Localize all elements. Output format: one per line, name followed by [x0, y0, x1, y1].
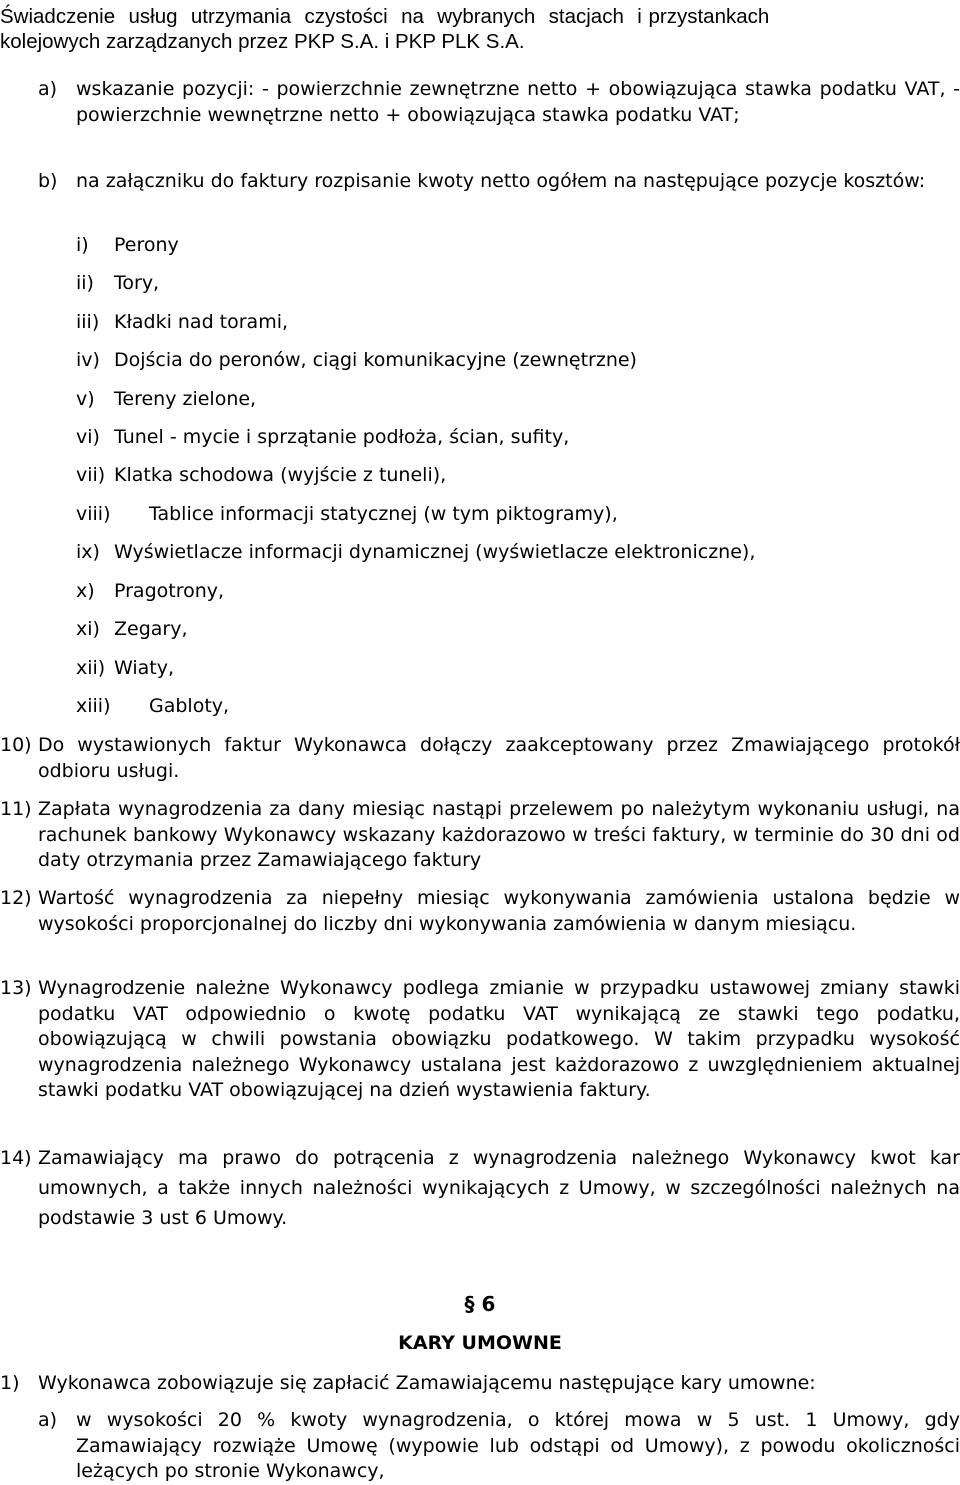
point-label: 13) — [0, 977, 32, 999]
cost-item-text: Perony — [114, 234, 179, 256]
point-label: 1) — [0, 1372, 20, 1394]
point-13 — [0, 976, 960, 1104]
point-12 — [0, 886, 960, 937]
subpoint-text: w wysokości 20 % kwoty wynagrodzenia, o której mowa w 5 ust. 1 Umowy, gdy Zamawiający rozwiąże Umowę (wypowie lub odstąpi od Umowy), z powodu okoliczności leżących po stronie Wykonawcy, — [76, 1409, 960, 1482]
cost-item-label: xii) — [76, 657, 106, 679]
section-sign-icon: § — [464, 1292, 475, 1316]
cost-item-label: ix) — [76, 541, 100, 563]
subpoint-a — [38, 77, 960, 128]
point-text: Wykonawca zobowiązuje się zapłacić Zamawiającemu następujące kary umowne: — [38, 1372, 816, 1394]
cost-item-label: viii) — [76, 503, 111, 525]
penalty-subpoint-a — [38, 1408, 960, 1485]
point-text: Wynagrodzenie należne Wykonawcy podlega zmianie w przypadku ustawowej zmiany stawki podatku VAT odpowiednio o kwotę podatku VAT wynikającą ze stawki tego podatku, obowiązującą w chwili powstania obowiązku podatkowego. W takim przypadku wysokość wynagrodzenia należnego Wykonawcy ustalana jest każdorazowo z uwzględnieniem aktualnej stawki podatku VAT obowiązującej na dzień wystawienia faktury. — [38, 977, 960, 1101]
subpoint-a-text: wskazanie pozycji: - powierzchnie zewnętrzne netto + obowiązująca stawka podatku VAT, - powierzchnie wewnętrzne netto + obowiązująca stawka podatku VAT; — [76, 78, 960, 126]
cost-item-label: x) — [76, 580, 95, 602]
cost-item-label: vi) — [76, 426, 100, 448]
penalty-point-1 — [0, 1371, 960, 1397]
subpoint-b-text: na załączniku do faktury rozpisanie kwoty netto ogółem na następujące pozycje kosztów: — [76, 170, 926, 192]
cost-item-text: Tunel - mycie i sprzątanie podłoża, ścian, sufity, — [114, 426, 570, 448]
point-text: Do wystawionych faktur Wykonawca dołączy zaakceptowany przez Zmawiającego protokół odbioru usługi. — [38, 734, 960, 782]
point-14 — [0, 1143, 960, 1233]
cost-item-text: Dojścia do peronów, ciągi komunikacyjne (zewnętrzne) — [114, 349, 637, 371]
cost-item-label: ii) — [76, 272, 94, 294]
point-label: 10) — [0, 734, 32, 756]
cost-item-label: v) — [76, 388, 95, 410]
cost-item-label: iii) — [76, 311, 100, 333]
document-header — [0, 4, 960, 54]
header-line-1: Świadczenie usług utrzymania czystości na wybranych stacjach i przystankach — [0, 5, 770, 28]
point-text: Wartość wynagrodzenia za niepełny miesiąc wykonywania zamówienia ustalona będzie w wysokości proporcjonalnej do liczby dni wykonywania zamówienia w danym miesiącu. — [38, 887, 960, 935]
cost-item-text: Tereny zielone, — [114, 388, 257, 410]
subpoint-b-label: b) — [38, 170, 58, 192]
section-number-text: 6 — [474, 1292, 496, 1316]
cost-item-label: i) — [76, 234, 89, 256]
cost-item-text: Zegary, — [114, 618, 188, 640]
section-number — [0, 1292, 960, 1318]
subpoint-b — [38, 169, 960, 195]
cost-item-text: Pragotrony, — [114, 580, 225, 602]
cost-item-text: Klatka schodowa (wyjście z tuneli), — [114, 464, 447, 486]
cost-item-label: vii) — [76, 464, 106, 486]
subpoint-a-label: a) — [38, 78, 58, 100]
cost-item-label: xiii) — [76, 695, 111, 717]
cost-item-text: Kładki nad torami, — [114, 311, 289, 333]
point-label: 11) — [0, 798, 32, 820]
point-10 — [0, 733, 960, 784]
cost-item-label: xi) — [76, 618, 100, 640]
point-label: 12) — [0, 887, 32, 909]
point-11 — [0, 797, 960, 874]
cost-item-text: Wyświetlacze informacji dynamicznej (wyświetlacze elektroniczne), — [114, 541, 756, 563]
point-text: Zamawiający ma prawo do potrącenia z wynagrodzenia należnego Wykonawcy kwot kar umownych, a także innych należności wynikających z Umowy, w szczególności należnych na podstawie 3 ust 6 Umowy. — [38, 1147, 960, 1229]
cost-item-text: Gabloty, — [149, 695, 230, 717]
cost-item-text: Wiaty, — [114, 657, 175, 679]
point-text: Zapłata wynagrodzenia za dany miesiąc nastąpi przelewem po należytym wykonaniu usługi, na rachunek bankowy Wykonawcy wskazany każdorazowo w treści faktury, w terminie do 30 dni od daty otrzymania przez Zamawiającego faktury — [38, 798, 960, 871]
point-label: 14) — [0, 1147, 32, 1169]
cost-item-text: Tory, — [114, 272, 160, 294]
cost-item-text: Tablice informacji statycznej (w tym piktogramy), — [149, 503, 618, 525]
section-title: KARY UMOWNE — [398, 1332, 562, 1354]
cost-item-label: iv) — [76, 349, 100, 371]
subpoint-label: a) — [38, 1409, 58, 1431]
header-line-2: kolejowych zarządzanych przez PKP S.A. i PKP PLK S.A. — [0, 30, 525, 53]
